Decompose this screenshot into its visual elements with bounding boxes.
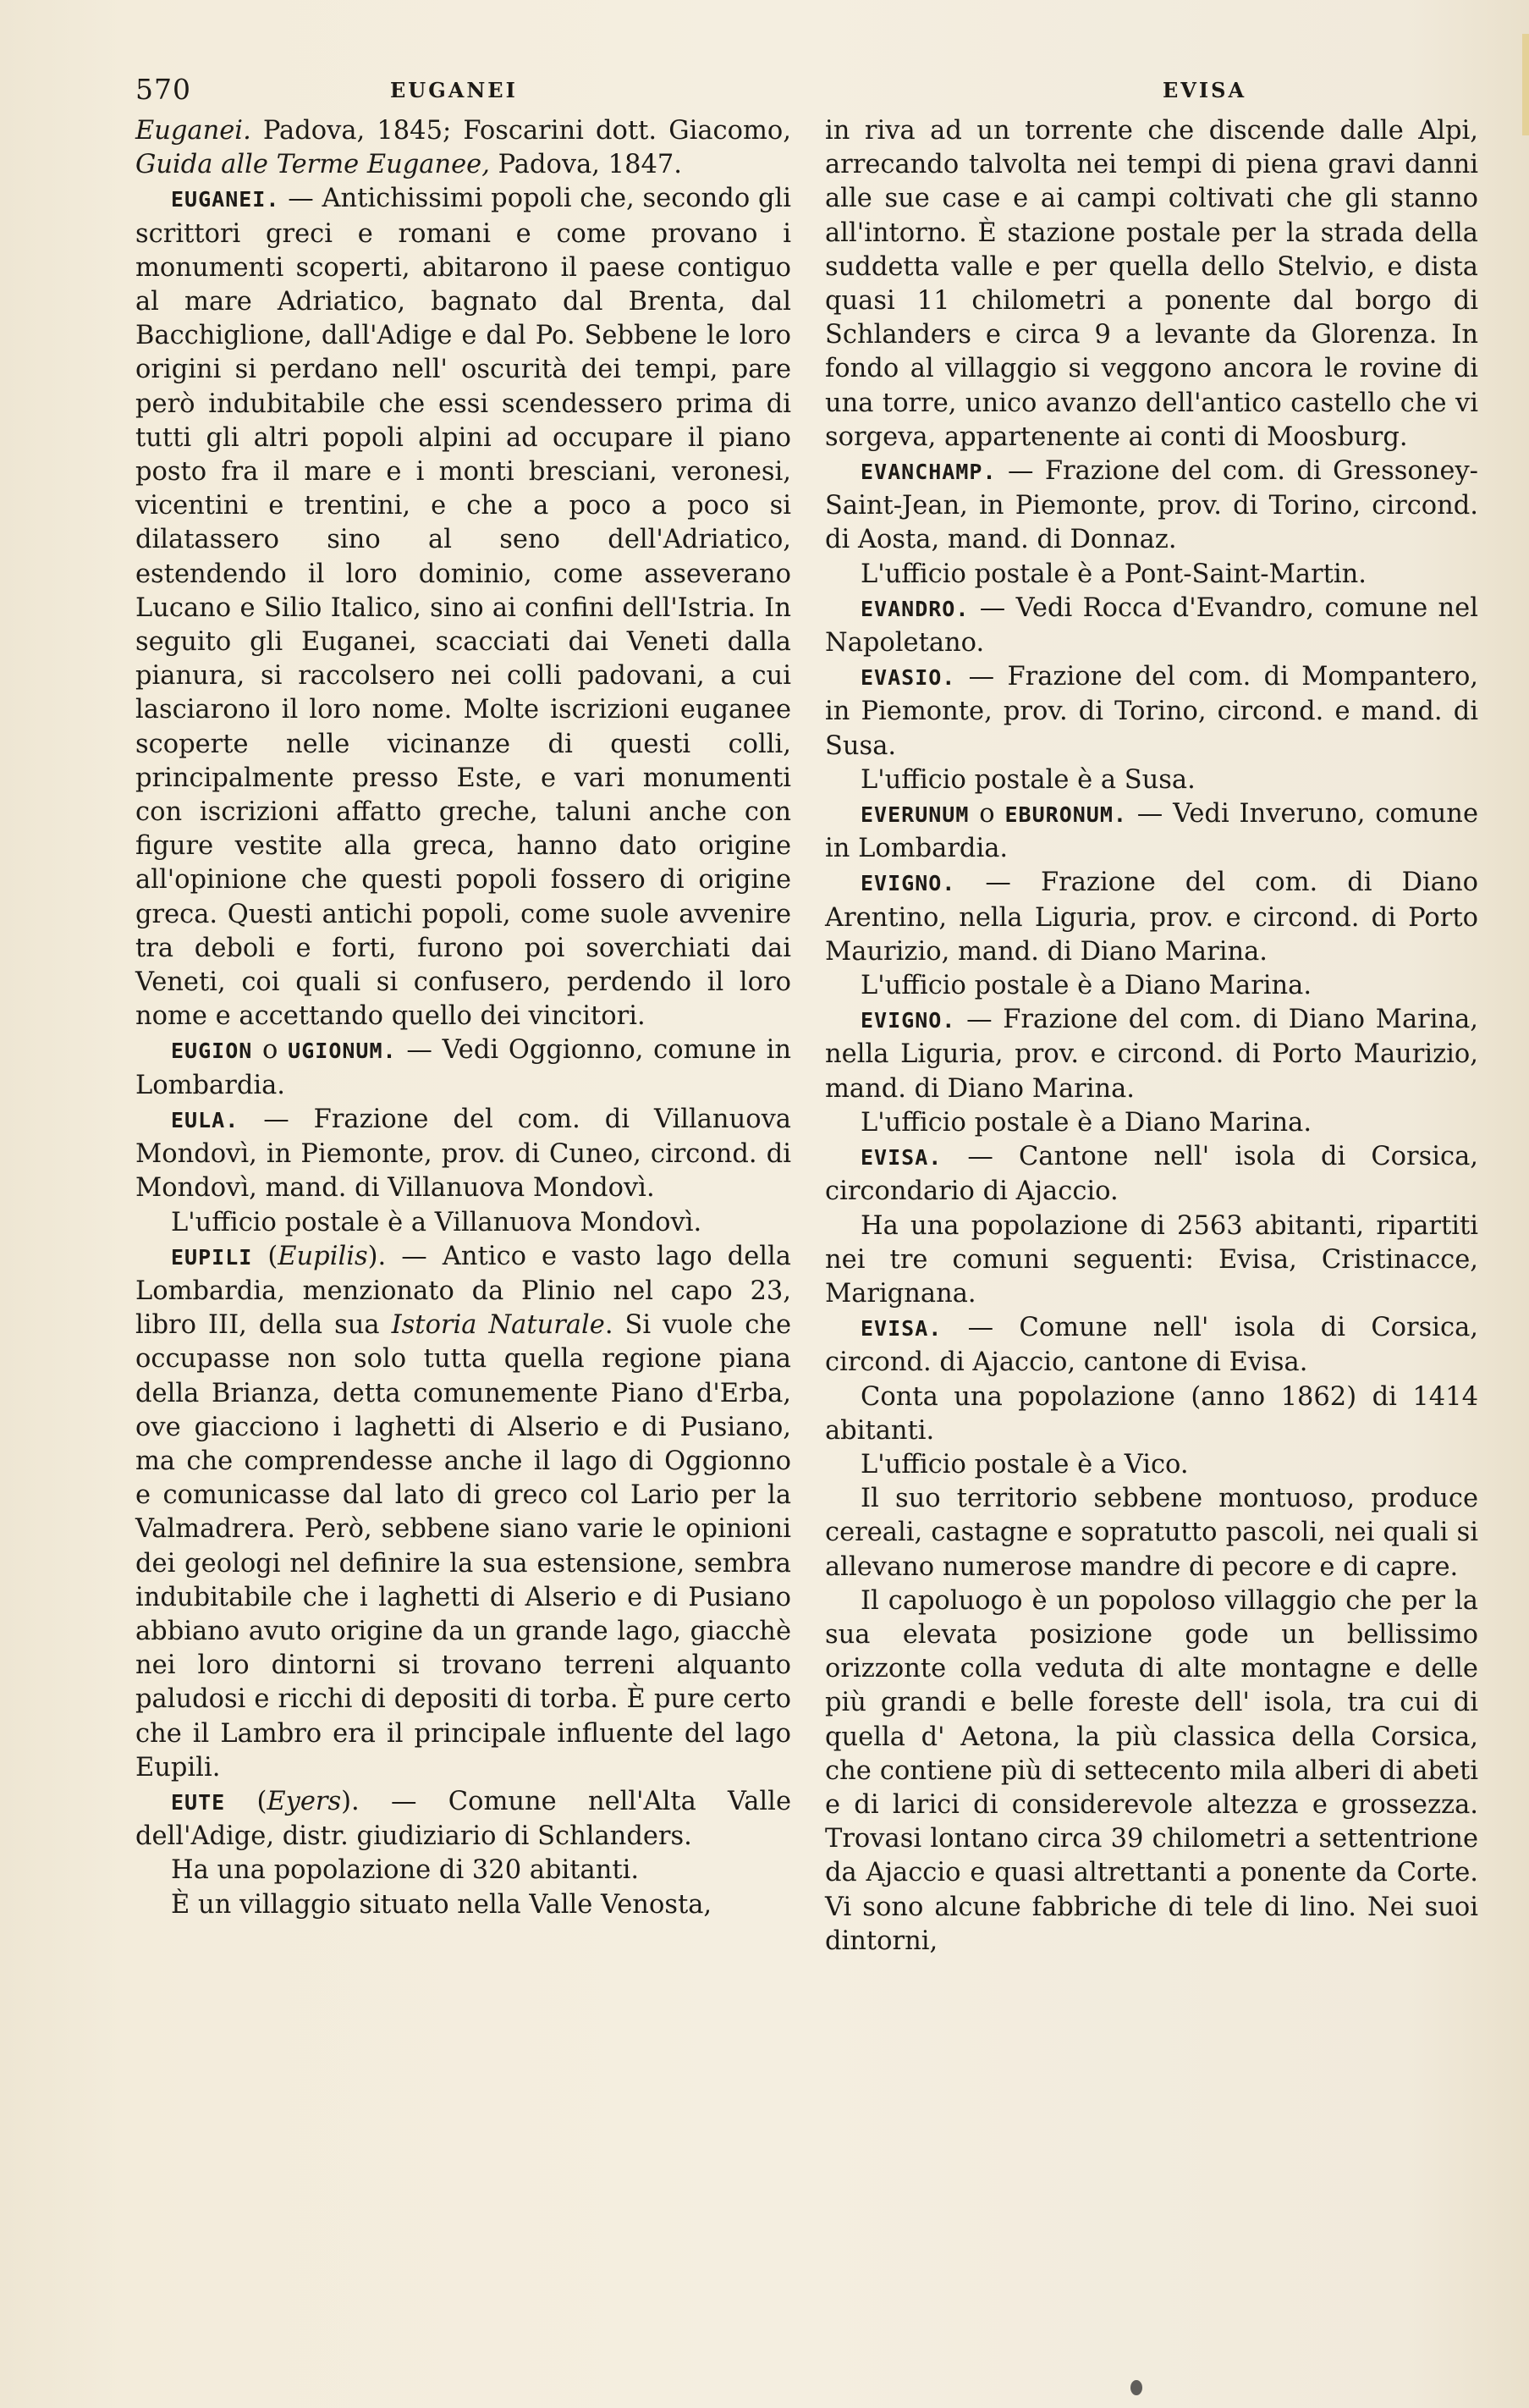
postal-note: L'ufficio postale è a Villanuova Mondovì. [171,1207,702,1237]
entry-everunum [825,797,1478,866]
entry-eula [135,1103,791,1206]
entry-body: — Vedi Inveruno, comune in Lombardia. [825,799,1478,864]
entry-evisa-canton [825,1140,1478,1209]
entry-body: — Comune nell' isola di Corsica, circond. di Ajaccio, cantone di Evisa. [825,1313,1478,1378]
headword: EVIGNO. [861,1008,956,1033]
entry-evigno-2 [825,1003,1478,1106]
entry-evigno-1 [825,866,1478,969]
entry-body: ( [252,1241,278,1271]
entry-body: o [252,1035,289,1066]
right-column [825,114,1478,1959]
description-text: Il suo territorio sebbene montuoso, produce cereali, castagne e sopratutto pascoli, nei quali si allevano numerose mandre di pecore e di capre. [825,1484,1478,1582]
description-text: È un villaggio situato nella Valle Venosta, [171,1889,712,1920]
page-edge-stain [1522,34,1529,135]
italic-term: Eupilis [278,1241,368,1271]
headword: EVANCHAMP. [861,460,997,485]
postal-note: L'ufficio postale è a Diano Marina. [861,1107,1312,1138]
left-column [135,114,791,1922]
headword: EVIGNO. [861,871,956,896]
entry-body: — Antichissimi popoli che, secondo gli scrittori greci e romani e come provano i monumenti scoperti, abitarono il paese contiguo al mare Adriatico, bagnato dal Brenta, dal Bacchiglione, dall'Adige e dal Po. Sebbene le loro origini si perdano nell' oscurità dei tempi, pare però indubitabile che essi scendessero prima di tutti gli altri popoli alpini ad occupare il piano posto fra il mare e i monti bresciani, veronesi, vicentini e trentini, e che a poco a poco si dilatassero sino al seno dell'Adriatico, estendendo il loro dominio, come asseverano Lucano e Silio Italico, sino ai confini dell'Istria. In seguito gli Euganei, scacciati dai Veneti dalla pianura, si raccolsero nei colli padovani, a cui lasciarono il loro nome. Molte iscrizioni euganee scoperte nelle vicinanze di questi colli, principalmente presso Este, e vari monumenti con iscrizioni affatto greche, taluni anche con figure vestite alla greca, hanno dato origine all'opinione che questi popoli fossero di origine greca. Questi antichi popoli, come suole avvenire tra deboli e forti, furono poi soverchiati dai Veneti, coi quali si confusero, perdendo il loro nome e accettando quello dei vincitori. [135,184,791,1032]
running-header [135,73,1461,115]
headword: EVASIO. [861,665,956,691]
header-right-title: EVISA [1163,78,1247,102]
headword: EVISA. [861,1316,943,1342]
entry-body: — Frazione del com. di Diano Marina, nella Liguria, prov. e circond. di Porto Maurizio, mand. di Diano Marina. [825,1005,1478,1104]
headword: EUTE [171,1789,226,1815]
entry-evasio [825,660,1478,763]
postal-note: L'ufficio postale è a Pont-Saint-Martin. [861,559,1367,589]
entry-body: — Frazione del com. di Gressoney-Saint-Jean, in Piemonte, prov. di Torino, circond. di Aosta, mand. di Donnaz. [825,456,1478,555]
ink-speck [1130,2380,1142,2395]
entry-body: — Frazione del com. di Diano Arentino, nella Liguria, prov. e circond. di Porto Maurizio, mand. di Diano Marina. [825,868,1478,967]
entry-eugion [135,1033,791,1102]
entry-euganei [135,182,791,1033]
page-number: 570 [135,73,191,106]
population-note: Conta una popolazione (anno 1862) di 1414 abitanti. [825,1381,1478,1446]
entry-body: ). — Antico e vasto lago della Lombardia, menzionato da Plinio nel capo 23, libro III, della sua [135,1241,791,1341]
headword: EVISA. [861,1145,943,1171]
entry-body: . Si vuole che occupasse non solo tutta quella regione piana della Brianza, detta comunemente Piano d'Erba, ove giacciono i laghetti di Alserio e di Pusiano, ma che comprendesse anche il lago di Oggionno e comunicasse dal lato di greco col Lario per la Valmadrera. Però, sebbene siano varie le opinioni dei geologi nel definire la sua estensione, sembra indubitabile che i laghetti di Alserio e di Pusiano abbiano avuto origine da un grande lago, giacchè nei loro dintorni si trovano terreni alquanto paludosi e ricchi di depositi di torba. È pure certo che il Lambro era il principale influente del lago Eupili. [135,1310,792,1783]
entry-body: — Vedi Rocca d'Evandro, comune nel Napoletano. [825,592,1478,658]
description-text: Il capoluogo è un popoloso villaggio che per la sua elevata posizione gode un bellissimo orizzonte colla veduta di alte montagne e delle più grandi e belle foreste dell' isola, tra cui di quella d' Aetona, la più classica della Corsica, che contiene più di settecento mila alberi di abeti e di larici di considerevole altezza e grossezza. Trovasi lontano circa 39 chilometri a settentrione da Ajaccio e quasi altrettanti a ponente da Corte. Vi sono alcune fabbriche di tele di lino. Nei suoi dintorni, [825,1585,1478,1956]
entry-body: ). — Comune nell'Alta Valle dell'Adige, distr. giudiziario di Schlanders. [135,1786,791,1852]
headword: EUPILI [171,1244,253,1270]
entry-body: — Frazione del com. di Villanuova Mondovì, in Piemonte, prov. di Cuneo, circond. di Mondovì, mand. di Villanuova Mondovì. [135,1104,791,1204]
entry-body: — Frazione del com. di Mompantero, in Piemonte, prov. di Torino, circond. e mand. di Susa. [825,662,1478,761]
headword: EVANDRO. [861,596,970,621]
entry-eute [135,1785,791,1854]
italic-term: Euganei. [135,116,251,146]
population-note: Ha una popolazione di 2563 abitanti, ripartiti nei tre comuni seguenti: Evisa, Cristinacce, Marignana. [825,1210,1478,1309]
italic-term: Eyers [267,1786,342,1816]
postal-note: L'ufficio postale è a Diano Marina. [861,971,1312,1001]
postal-note: L'ufficio postale è a Susa. [861,764,1196,795]
headword: EULA. [171,1107,239,1132]
headword: EUGION [171,1039,253,1064]
postal-note: L'ufficio postale è a Vico. [861,1449,1189,1480]
header-left-title: EUGANEI [390,78,518,102]
entry-text [135,114,791,182]
headword: EBURONUM. [1004,802,1127,828]
italic-title: Istoria Naturale [391,1310,605,1341]
headword: UGIONUM. [288,1039,397,1064]
italic-title: Guida alle Terme Euganee, [135,150,490,180]
entry-evandro [825,592,1478,660]
headword: EVERUNUM [861,802,970,828]
entry-body: o [969,799,1005,829]
continued-text: in riva ad un torrente che discende dalle Alpi, arrecando talvolta nei tempi di piena gravi danni alle sue case e ai campi coltivati che gli stanno all'intorno. È stazione postale per la strada della suddetta valle e per quella dello Stelvio, e dista quasi 11 chilometri a ponente dal borgo di Schlanders e circa 9 a levante da Glorenza. In fondo al villaggio si veggono ancora le rovine di una torre, unico avanzo dell'antico castello che vi sorgeva, appartenente ai conti di Moosburg. [825,116,1478,452]
entry-body: — Vedi Oggionno, comune in Lombardia. [135,1035,791,1100]
entry-evisa-comune [825,1311,1478,1380]
entry-body: Padova, 1845; Foscarini dott. Giacomo, [250,116,791,146]
entry-body: — Cantone nell' isola di Corsica, circondario di Ajaccio. [825,1142,1478,1207]
entry-evanchamp [825,455,1478,558]
population-note: Ha una popolazione di 320 abitanti. [171,1855,640,1886]
entry-body: ( [225,1786,267,1816]
entry-eupili [135,1240,791,1785]
headword: EUGANEI. [171,187,280,212]
entry-body: Padova, 1847. [489,150,682,180]
